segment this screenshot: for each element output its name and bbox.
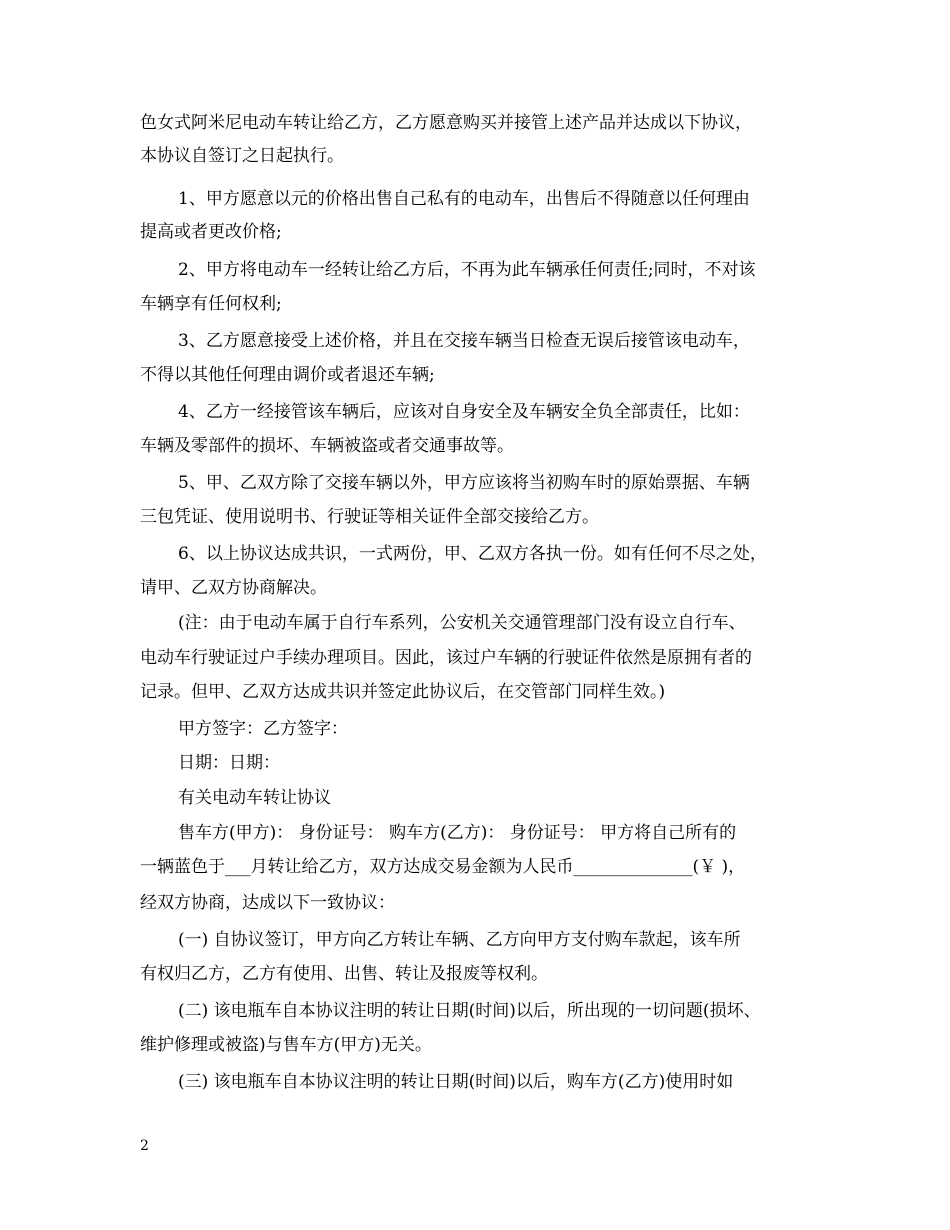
section-heading: 有关电动车转让协议: [178, 788, 331, 808]
clause-3-line: 3、乙方愿意接受上述价格，并且在交接车辆当日检查无误后接管该电动车，: [178, 331, 750, 351]
body-text-line: 色女式阿米尼电动车转让给乙方，乙方愿意购买并接管上述产品并达成以下协议，: [140, 113, 752, 133]
page-number: 2: [140, 1138, 149, 1154]
clause-6-line: 6、以上协议达成共识，一式两份，甲、乙双方各执一份。如有任何不尽之处，: [178, 544, 767, 564]
body-text-line: 一辆蓝色于___月转让给乙方，双方达成交易金额为人民币______________(￥ )，: [140, 857, 746, 877]
clause-5-line: 5、甲、乙双方除了交接车辆以外，甲方应该将当初购车时的原始票据、车辆: [178, 473, 750, 493]
body-text-line: 请甲、乙双方协商解决。: [140, 578, 327, 598]
body-text-line: 有权归乙方，乙方有使用、出售、转让及报废等权利。: [140, 964, 548, 984]
body-text-line: 经双方协商，达成以下一致协议：: [140, 893, 395, 913]
body-text-line: 维护修理或被盗)与售车方(甲方)无关。: [140, 1035, 432, 1055]
signature-line: 甲方签字：乙方签字：: [178, 719, 348, 739]
body-text-line: 电动车行驶证过户手续办理项目。因此，该过户车辆的行驶证件依然是原拥有者的: [140, 648, 752, 668]
body-text-line: 记录。但甲、乙双方达成共识并签定此协议后，在交管部门同样生效。): [140, 682, 666, 702]
clause-4-line: 4、乙方一经接管该车辆后，应该对自身安全及车辆安全负全部责任，比如：: [178, 402, 750, 422]
body-text-line: 提高或者更改价格;: [140, 222, 282, 242]
body-text-line: 车辆及零部件的损坏、车辆被盗或者交通事故等。: [140, 436, 514, 456]
date-line: 日期：日期：: [178, 753, 280, 773]
article-3-line: (三) 该电瓶车自本协议注明的转让日期(时间)以后，购车方(乙方)使用时如: [178, 1072, 734, 1092]
article-1-line: (一) 自协议签订，甲方向乙方转让车辆、乙方向甲方支付购车款起，该车所: [178, 930, 741, 950]
body-text-line: 本协议自签订之日起执行。: [140, 146, 344, 166]
body-text-line: 不得以其他任何理由调价或者退还车辆;: [140, 365, 435, 385]
note-line: (注：由于电动车属于自行车系列，公安机关交通管理部门没有设立自行车、: [178, 613, 746, 633]
body-text-line: 三包凭证、使用说明书、行驶证等相关证件全部交接给乙方。: [140, 507, 599, 527]
clause-1-line: 1、甲方愿意以元的价格出售自己私有的电动车，出售后不得随意以任何理由: [178, 189, 750, 209]
body-text-line: 车辆享有任何权利;: [140, 294, 282, 314]
parties-line: 售车方(甲方)： 身份证号： 购车方(乙方)： 身份证号： 甲方将自己所有的: [178, 823, 737, 843]
clause-2-line: 2、甲方将电动车一经转让给乙方后，不再为此车辆承任何责任;同时，不对该: [178, 260, 756, 280]
article-2-line: (二) 该电瓶车自本协议注明的转让日期(时间)以后，所出现的一切问题(损坏、: [178, 1001, 761, 1021]
